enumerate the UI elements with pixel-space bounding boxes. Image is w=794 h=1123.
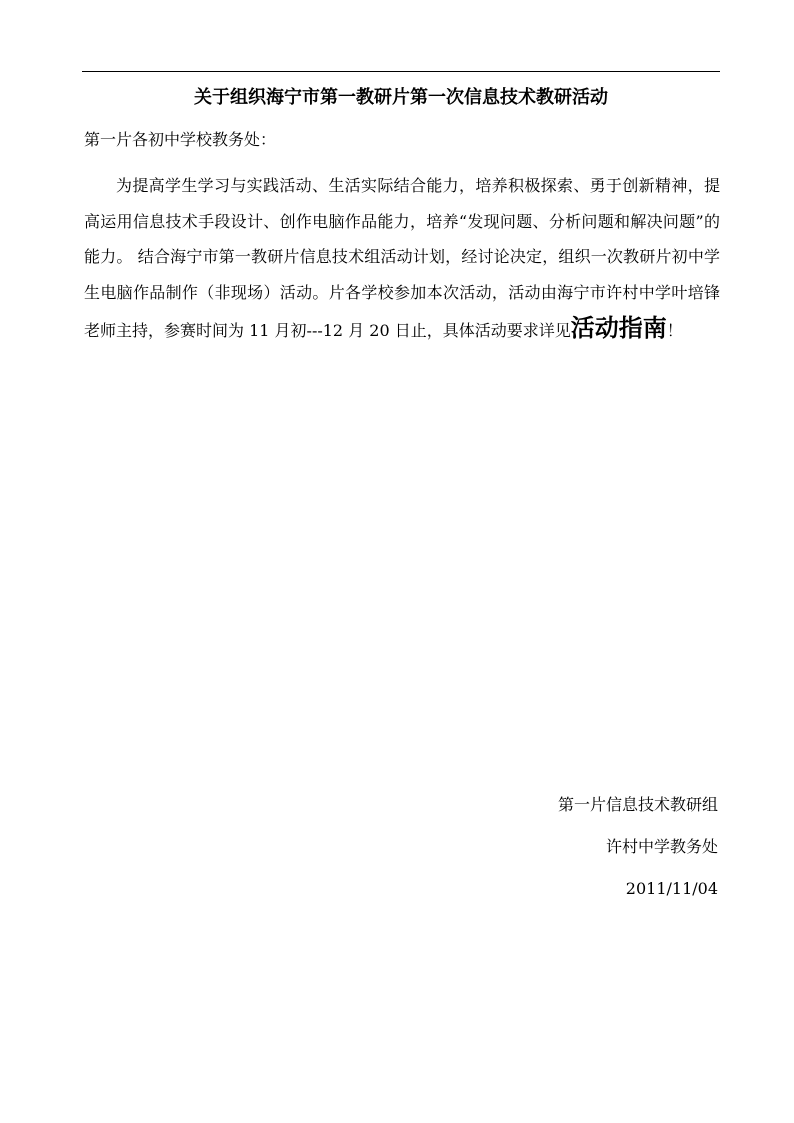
document-title: 关于组织海宁市第一教研片第一次信息技术教研活动 xyxy=(194,87,608,108)
salutation: 第一片各初中学校教务处： xyxy=(84,130,277,149)
signature-office: 许村中学教务处 xyxy=(605,837,718,856)
body-text-main: 为提高学生学习与实践活动、生活实际结合能力，培养积极探索、勇于创新精神，提高运用信息技术手段设计、创作电脑作品能力，培养“发现问题、分析问题和解决问题”的能力。 结合海宁市第一教研片信息技术组活动计划，经讨论决定，组织一次教研片初中学生电脑作品制作（非现场）活动。片各学校参加本次活动，活动由海宁市许村中学叶培锋老师主持，参赛时间为 11 月初---12 月 20 日止，具体活动要求详见 xyxy=(84,176,720,340)
body-paragraph xyxy=(84,168,720,349)
signature-group: 第一片信息技术教研组 xyxy=(557,795,718,814)
header-rule xyxy=(82,71,720,72)
signature-date: 2011/11/04 xyxy=(625,879,718,898)
body-text-end: ！ xyxy=(666,321,683,340)
activity-guide-link[interactable]: 活动指南 xyxy=(570,313,667,342)
